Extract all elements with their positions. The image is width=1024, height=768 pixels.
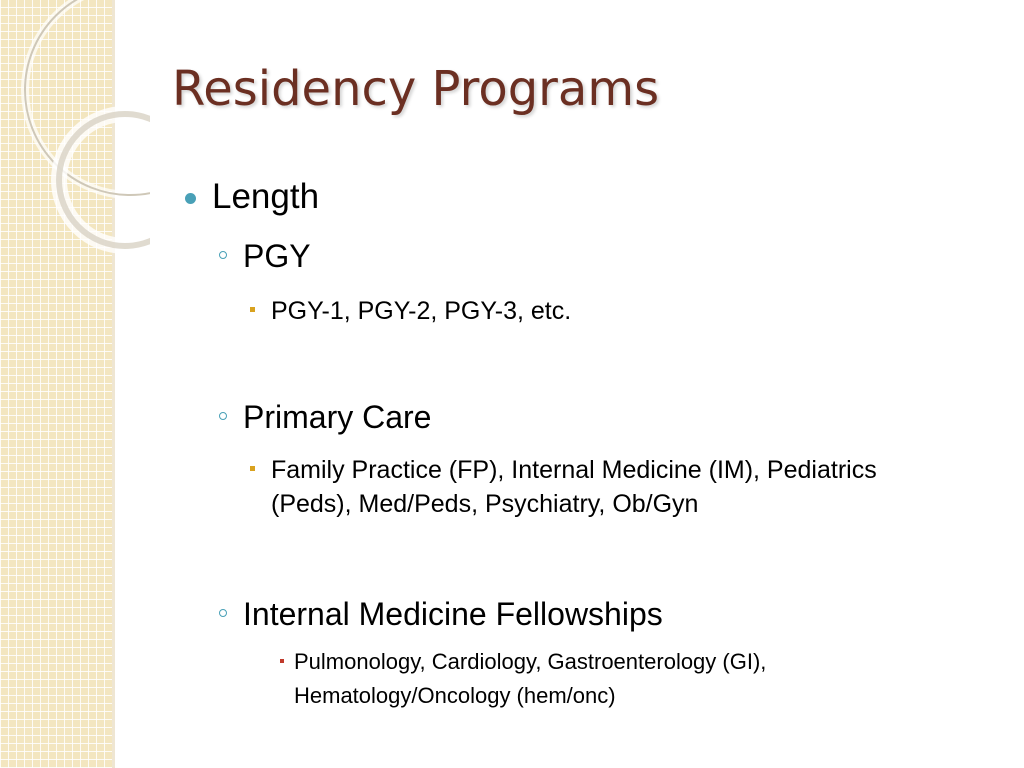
bullet-ring-icon — [219, 609, 227, 617]
bullet-length: Length — [212, 177, 320, 216]
bullet-primary-care-detail: Family Practice (FP), Internal Medicine (IM), Pediatrics (Peds), Med/Peds, Psychiatry, Ob/Gyn — [271, 456, 877, 518]
bullet-ring-icon — [219, 251, 227, 259]
decorative-rings-graphic — [0, 0, 150, 260]
bullet-square-icon — [280, 659, 284, 663]
bullet-fellowships-detail: Pulmonology, Cardiology, Gastroenterology (GI), Hematology/Oncology (hem/onc) — [294, 649, 767, 708]
bullet-pgy-detail: PGY-1, PGY-2, PGY-3, etc. — [271, 297, 572, 325]
bullet-square-icon — [250, 307, 255, 312]
bullet-pgy: PGY — [243, 238, 311, 274]
bullet-dot-icon — [185, 193, 196, 204]
bullet-ring-icon — [219, 412, 227, 420]
bullet-primary-care: Primary Care — [243, 399, 432, 435]
slide-title: Residency Programs — [172, 61, 660, 117]
bullet-internal-medicine-fellowships: Internal Medicine Fellowships — [243, 596, 663, 632]
bullet-square-icon — [250, 466, 255, 471]
